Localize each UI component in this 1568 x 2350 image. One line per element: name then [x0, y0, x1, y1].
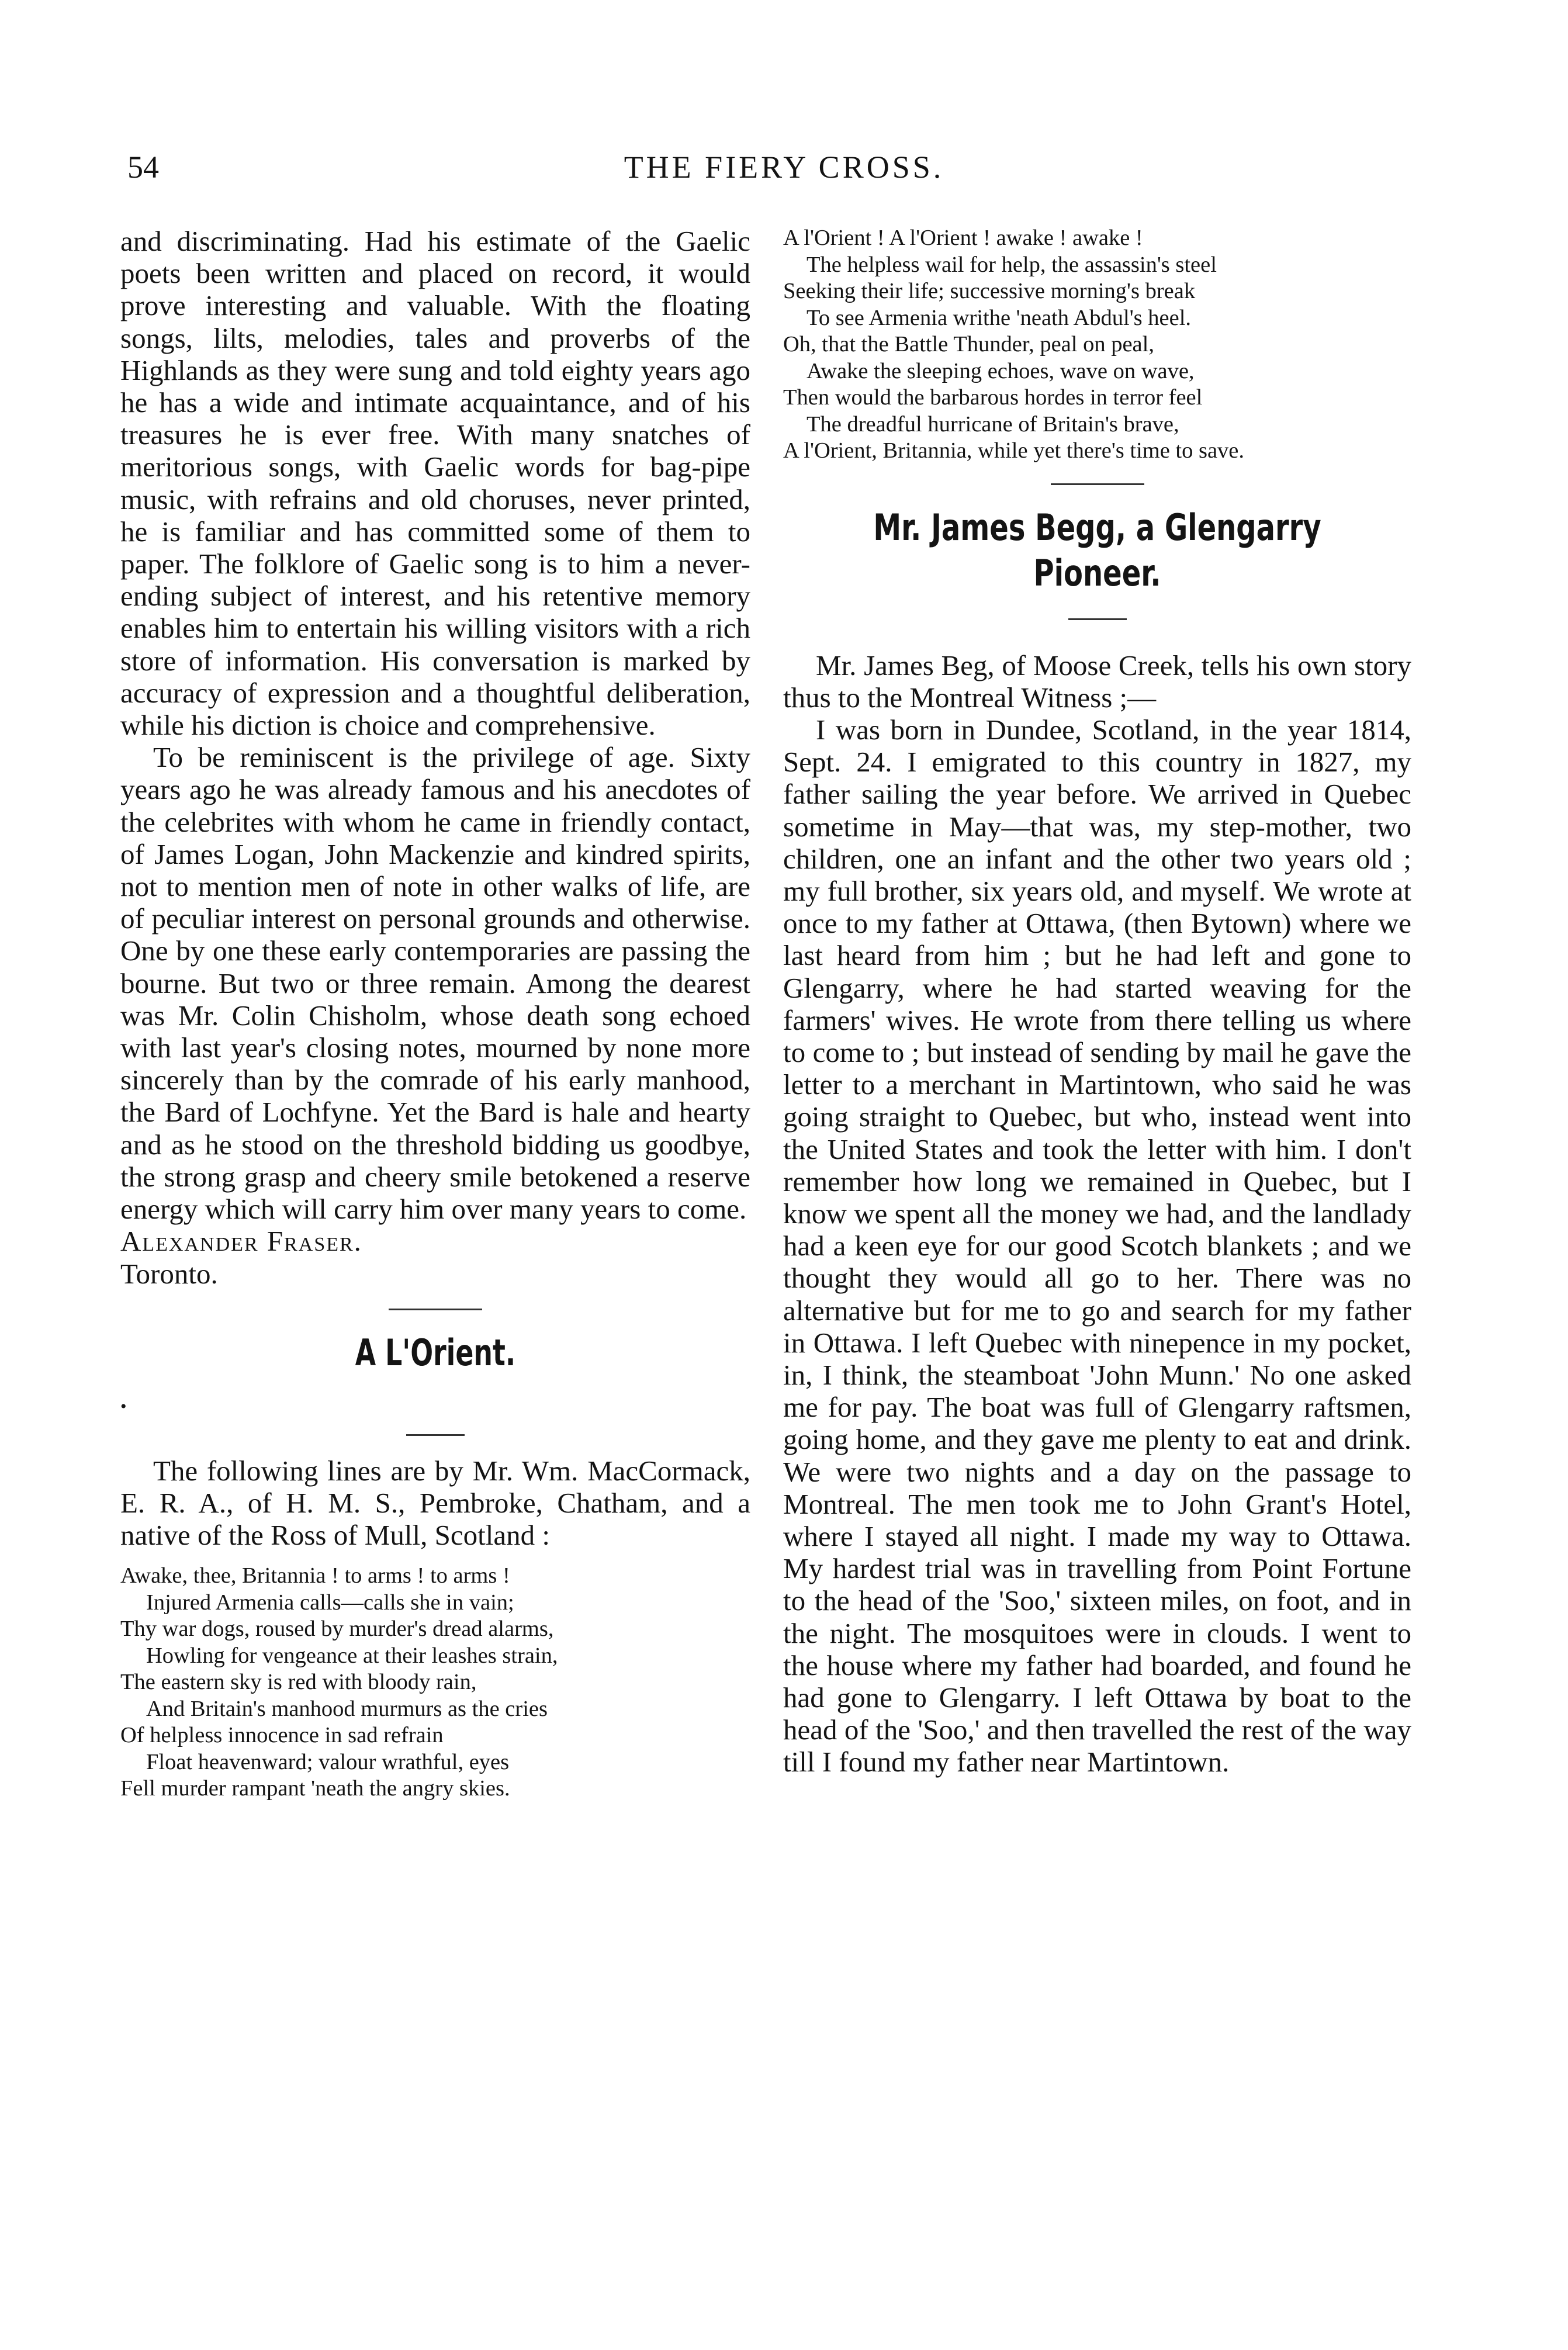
- poem-line: The dreadful hurricane of Britain's brave,: [807, 411, 1179, 437]
- poem-line: Fell murder rampant 'neath the angry skies.: [120, 1776, 510, 1801]
- poem-line: Of helpless innocence in sad refrain: [120, 1723, 444, 1748]
- ornament-dot: •: [120, 1396, 127, 1416]
- poem-line: And Britain's manhood murmurs as the cries: [146, 1696, 548, 1721]
- page-number: 54: [127, 150, 159, 185]
- article-title-james-begg: Mr. James Begg, a Glengarry Pioneer.: [873, 506, 1321, 594]
- poem-line: Float heavenward; valour wrathful, eyes: [146, 1749, 510, 1774]
- section-divider: [389, 1309, 482, 1310]
- poem-line: The eastern sky is red with bloody rain,: [120, 1670, 477, 1695]
- poem-line: Injured Armenia calls—calls she in vain;: [146, 1590, 514, 1615]
- poem-line: Thy war dogs, roused by murder's dread alarms,: [120, 1617, 554, 1642]
- poem-line: A l'Orient ! A l'Orient ! awake ! awake !: [783, 226, 1143, 250]
- continued-paragraph: and discriminating. Had his estimate of the Gaelic poets been written and placed on record, it would prove interesting and valuable. With the floating songs, lilts, melodies, tales and proverbs of the Highlands as they were sung and told eighty years ago he has a wide and intimate acquaintance, and of his treasures he is ever free. With many snatches of meritorious songs, with Gaelic words for bag-pipe music, with refrains and old choruses, never printed, he is familiar and has committed some of them to paper. The folklore of Gaelic song is to him a never-ending subject of interest, and his retentive memory enables him to entertain his willing visitors with a rich store of information. His conversation is marked by accuracy of expression and a thoughtful deliberation, while his diction is choice and comprehensive.: [120, 225, 750, 742]
- poem-line: Awake, thee, Britannia ! to arms ! to arms !: [120, 1563, 510, 1588]
- title-rule: [1068, 618, 1127, 620]
- title-rule: [406, 1434, 465, 1436]
- begg-intro-paragraph: Mr. James Beg, of Moose Creek, tells his own story thus to the Montreal Witness ;—: [783, 649, 1411, 714]
- article-title-lorient: A L'Orient.: [355, 1331, 516, 1374]
- reminiscence-paragraph: To be reminiscent is the privilege of age. Sixty years ago he was already famous and his anecdotes of the celebrites with whom he came in friendly contact, of James Logan, John Mackenzie and kindred spirits, not to mention men of note in other walks of life, are of peculiar interest on personal grounds and otherwise. One by one these early contemporaries are passing the bourne. But two or three remain. Among the dearest was Mr. Colin Chisholm, whose death song echoed with last year's closing notes, mourned by none more sincerely than by the comrade of his early manhood, the Bard of Lochfyne. Yet the Bard is hale and hearty and as he stood on the threshold bidding us goodbye, the strong grasp and cheery smile betokened a reserve energy which will carry him over many years to come.: [120, 741, 750, 1226]
- poem-stanza-2: [783, 225, 1411, 465]
- poem-line: Seeking their life; successive morning's break: [783, 279, 1196, 303]
- running-title: THE FIERY CROSS.: [624, 150, 944, 185]
- poem-stanza-1: [120, 1563, 750, 1802]
- signature-place: Toronto.: [120, 1257, 218, 1290]
- poem-line: A l'Orient, Britannia, while yet there's time to save.: [783, 438, 1245, 463]
- poem-line: Then would the barbarous hordes in terror feel: [783, 385, 1203, 410]
- poem-line: To see Armenia writhe 'neath Abdul's heel.: [807, 305, 1192, 330]
- author-signature: Alexander Fraser.: [120, 1225, 362, 1258]
- poem-line: Oh, that the Battle Thunder, peal on peal,: [783, 332, 1154, 357]
- poem-line: Howling for vengeance at their leashes strain,: [146, 1643, 558, 1668]
- poem-line: Awake the sleeping echoes, wave on wave,: [807, 358, 1195, 383]
- right-column: [783, 225, 1411, 1778]
- left-column: [120, 225, 750, 1802]
- begg-story-paragraph: I was born in Dundee, Scotland, in the year 1814, Sept. 24. I emigrated to this country in 1827, my father sailing the year before. We arrived in Quebec sometime in May—that was, my step-mother, two children, one an infant and the other two years old ; my full brother, six years old, and myself. We wrote at once to my father at Ottawa, (then Bytown) where we last heard from him ; but he had left and gone to Glengarry, where he had started weaving for the farmers' wives. He wrote from there telling us where to come to ; but instead of sending by mail he gave the letter to a merchant in Martintown, who said he was going straight to Quebec, but who, instead went into the United States and took the letter with him. I don't remember how long we remained in Quebec, but I know we spent all the money we had, and the landlady had a keen eye for our good Scotch blankets ; and we thought they would all go to her. There was no alternative but for me to go and search for my father in Ottawa. I left Quebec with ninepence in my pocket, in, I think, the steamboat 'John Munn.' No one asked me for pay. The boat was full of Glengarry raftsmen, going home, and they gave me plenty to eat and drink. We were two nights and a day on the passage to Montreal. The men took me to John Grant's Hotel, where I stayed all night. I made my way to Ottawa. My hardest trial was in travelling from Point Fortune to the head of the 'Soo,' sixteen miles, on foot, and in the night. The mosquitoes were in clouds. I went to the house where my father had boarded, and found he had gone to Glengarry. I left Ottawa by boat to the head of the 'Soo,' and then travelled the rest of the way till I found my father near Martintown.: [783, 713, 1411, 1778]
- poem-intro: The following lines are by Mr. Wm. MacCormack, E. R. A., of H. M. S., Pembroke, Chatham, and a native of the Ross of Mull, Scotland :: [120, 1454, 750, 1552]
- section-divider: [1051, 483, 1144, 485]
- poem-line: The helpless wail for help, the assassin's steel: [807, 252, 1217, 277]
